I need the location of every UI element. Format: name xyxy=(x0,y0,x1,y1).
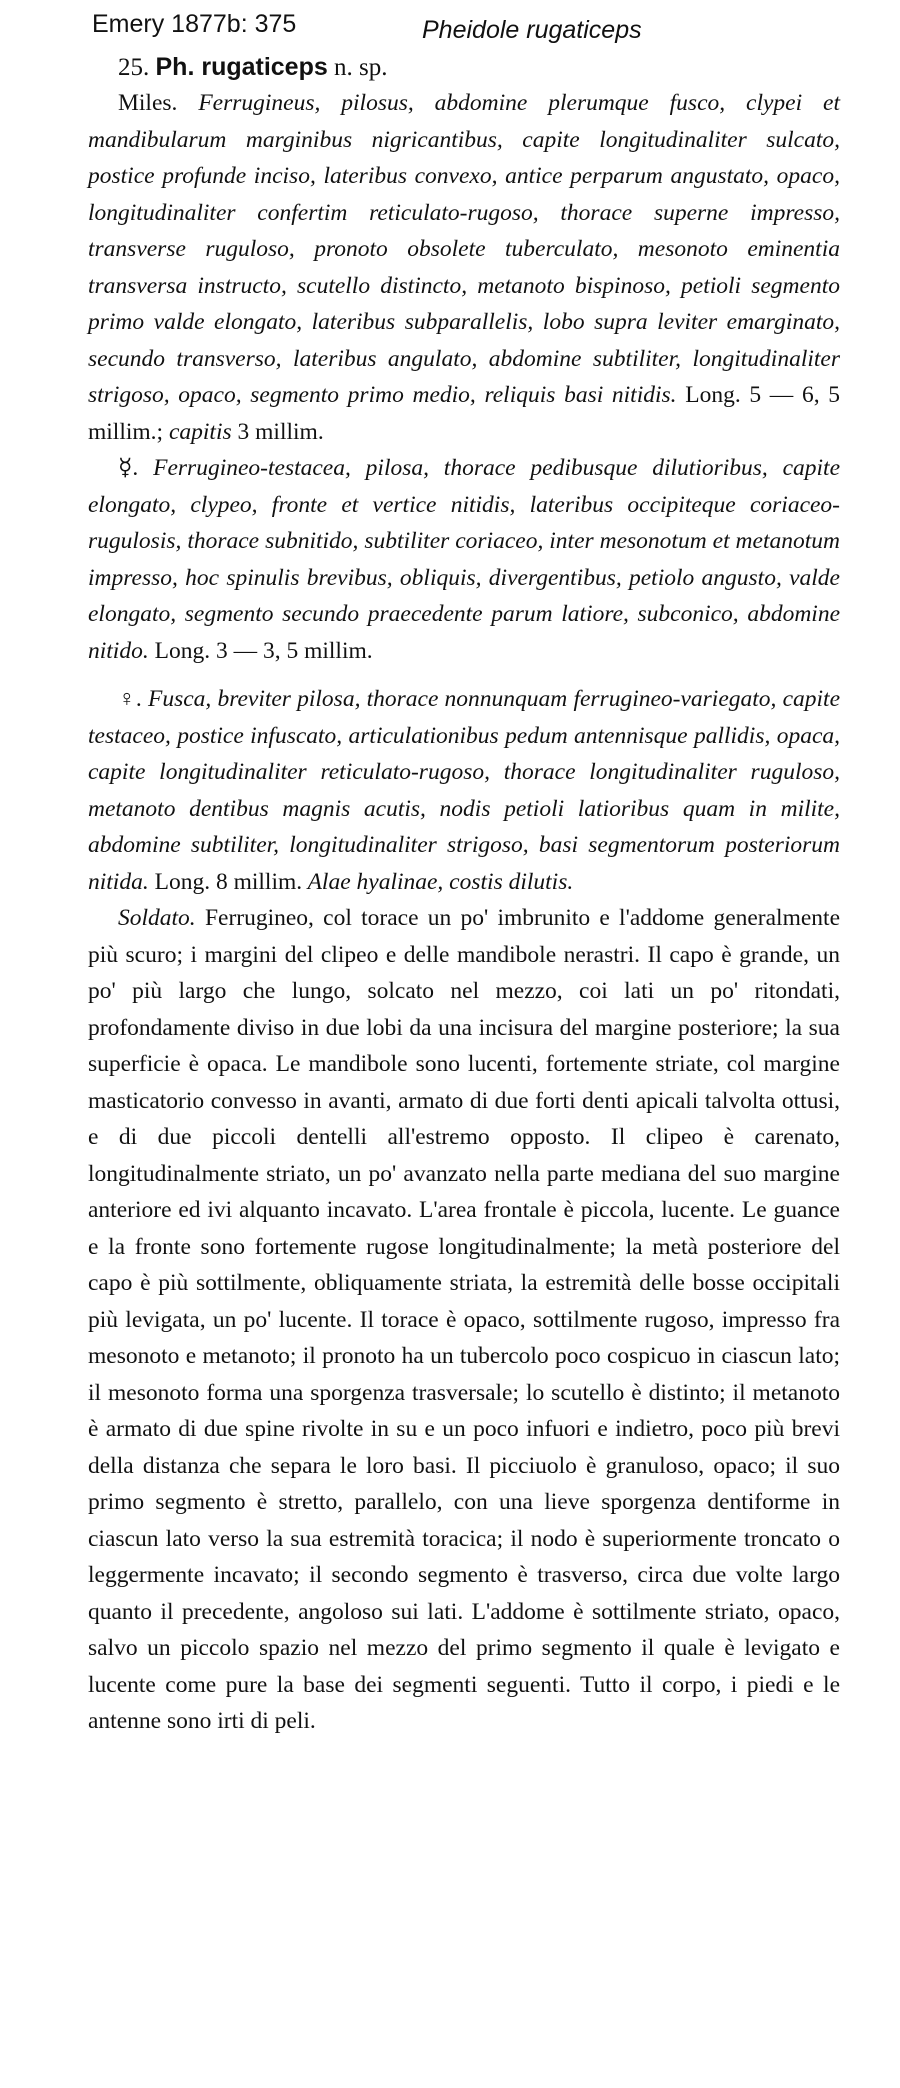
worker-caste-symbol: ☿. xyxy=(118,455,139,481)
worker-length: Long. 3 — 3, 5 millim. xyxy=(154,637,373,664)
miles-text: Ferrugineus, pilosus, abdomine plerumque fusco, clypei et mandibularum marginibus nigricantibus, capite longitudinaliter sulcato, postice profunde inciso, lateribus convexo, antice perparum angustato, opaco, longitudinaliter confertim reticulato-rugoso, thorace superne impresso, transverse ruguloso, pronoto obsolete tuberculato, mesonoto eminentia transversa instructo, scutello distincto, metanoto bispinoso, petioli segmento primo valde elongato, lateribus subparallelis, lobo supra leviter emarginato, secundo transverso, lateribus angulato, abdomine subtiliter, longitudinaliter strigoso, opaco, segmento primo medio, reliquis basi nitidis. xyxy=(88,90,840,408)
miles-caste-label: Miles. xyxy=(118,90,178,116)
entry-name: Ph. rugaticeps xyxy=(155,53,328,81)
female-description xyxy=(88,681,840,900)
female-caste-symbol: ♀. xyxy=(118,686,142,712)
entry-status: n. sp. xyxy=(334,54,388,81)
citation: Emery 1877b: 375 xyxy=(92,10,297,38)
miles-length: Long. 5 — 6, 5 millim.; xyxy=(88,382,840,445)
entry-number: 25. xyxy=(118,54,150,81)
soldato-text: Ferrugineo, col torace un po' imbrunito e l'addome generalmente più scuro; i margini del clipeo e delle mandibole nerastri. Il capo è grande, un po' più largo che lungo, solcato nel mezzo, coi lati un po' ritondati, profondamente diviso in due lobi da una incisura del margine posteriore; la sua superficie è opaca. Le mandibole sono lucenti, fortemente striate, col margine masticatorio convesso in avanti, armato di due forti denti apicali talvolta ottusi, e di due piccoli dentelli all'estremo opposto. Il clipeo è carenato, longitudinalmente striato, un po' avanzato nella parte mediana del suo margine anteriore ed ivi alquanto incavato. L'area frontale è piccola, lucente. Le guance e la fronte sono fortemente rugose longitudinalmente; la metà posteriore del capo è più sottilmente, obliquamente striata, la estremità delle bosse occipitali più levigata, un po' lucente. Il torace è opaco, sottilmente rugoso, impresso fra mesonoto e metanoto; il pronoto ha un tubercolo poco cospicuo in ciascun lato; il mesonoto forma una sporgenza trasversale; lo scutello è distinto; il metanoto è armato di due spine rivolte in su e un poco infuori e indietro, poco più brevi della distanza che separa le loro basi. Il picciuolo è granuloso, opaco; il suo primo segmento è stretto, parallelo, con una lieve sporgenza dentiforme in ciascun lato verso la sua estremità toracica; il nodo è superiormente troncato o leggermente incavato; il secondo segmento è trasverso, circa due volte largo quanto il precedente, angoloso sui lati. L'addome è sottilmente striato, opaco, salvo un piccolo spazio nel mezzo del primo segmento il quale è levigato e lucente come pure la base dei segmenti seguenti. Tutto il corpo, i piedi e le antenne sono irti di peli. xyxy=(88,905,841,1734)
page-header xyxy=(92,10,872,50)
soldato-description xyxy=(88,900,840,1740)
female-length: Long. 8 millim. xyxy=(154,868,303,895)
entry-title xyxy=(118,50,840,85)
description-body xyxy=(88,50,840,1740)
miles-capitis: capitis xyxy=(168,418,232,445)
miles-capitis-length: 3 millim. xyxy=(237,418,324,445)
worker-description xyxy=(88,450,840,669)
species-name-header: Pheidole rugaticeps xyxy=(422,16,642,44)
worker-text: Ferrugineo-testacea, pilosa, thorace pedibusque dilutioribus, capite elongato, clypeo, fronte et vertice nitidis, lateribus occipiteque coriaceo-rugulosis, thorace subnitido, subtiliter coriaceo, inter mesonotum et metanotum impresso, hoc spinulis brevibus, obliquis, divergentibus, petiolo angusto, valde elongato, segmento secundo praecedente parum latiore, subconico, abdomine nitido. xyxy=(88,455,841,664)
female-wings: Alae hyalinae, costis dilutis. xyxy=(307,868,574,895)
soldato-label: Soldato. xyxy=(118,905,196,931)
female-text: Fusca, breviter pilosa, thorace nonnunquam ferrugineo-variegato, capite testaceo, postice infuscato, articulationibus pedum antennisque pallidis, opaca, capite longitudinaliter reticulato-rugoso, thorace longitudinaliter ruguloso, metanoto dentibus magnis acutis, nodis petioli latioribus quam in milite, abdomine subtiliter, longitudinaliter strigoso, basi segmentorum posteriorum nitida. xyxy=(88,686,841,895)
miles-description xyxy=(88,85,840,450)
